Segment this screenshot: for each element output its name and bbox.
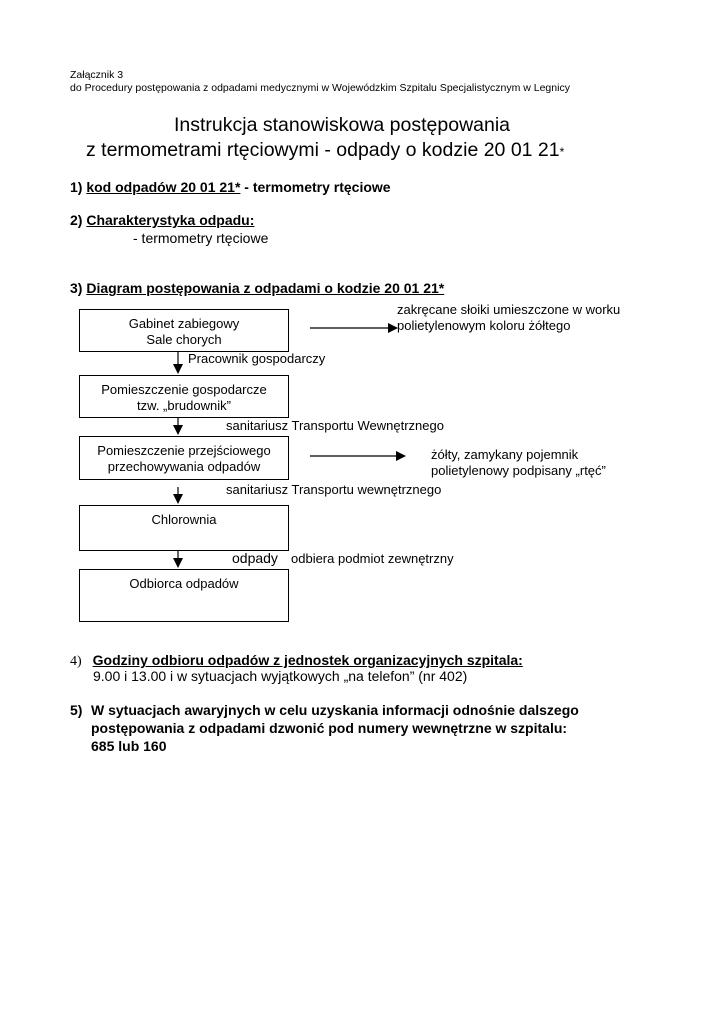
note-3-line-2: polietylenowy podpisany „rtęć”: [431, 463, 606, 478]
step-2-label: sanitariusz Transportu Wewnętrznego: [226, 418, 444, 433]
section-4-number: 4): [70, 654, 82, 669]
section-3-label: Diagram postępowania z odpadami o kodzie 20 01 21*: [86, 280, 445, 296]
step-4-label-b: odbiera podmiot zewnętrzny: [291, 551, 454, 566]
step-3-label: sanitariusz Transportu wewnętrznego: [226, 482, 442, 497]
title-line-1: Instrukcja stanowiskowa postępowania: [174, 114, 511, 136]
note-3-line-1: żółty, zamykany pojemnik: [431, 447, 579, 462]
step-4-label-a: odpady: [232, 550, 278, 566]
note-1-line-1: zakręcane słoiki umieszczone w worku: [397, 302, 621, 317]
title-line-2-text: z termometrami rtęciowymi - odpady o kodzie 20 01 21: [86, 139, 560, 161]
box-5-line-1: Odbiorca odpadów: [129, 576, 239, 591]
section-3-number: 3): [70, 280, 87, 296]
section-4-label: Godziny odbioru odpadów z jednostek organizacyjnych szpitala:: [92, 652, 523, 668]
section-1-label: kod odpadów 20 01 21*: [86, 179, 241, 195]
box-3-line-1: Pomieszczenie przejściowego: [97, 443, 271, 458]
section-2-number: 2): [70, 212, 87, 228]
section-2-item: - termometry rtęciowe: [133, 230, 269, 246]
section-4-text: 9.00 i 13.00 i w sytuacjach wyjątkowych „na telefon” (nr 402): [93, 668, 468, 684]
section-1-number: 1): [70, 179, 87, 195]
box-1-line-1: Gabinet zabiegowy: [128, 316, 240, 331]
box-3-line-2: przechowywania odpadów: [107, 459, 261, 474]
attachment-label: Załącznik 3: [70, 69, 124, 81]
section-5-line-1: W sytuacjach awaryjnych w celu uzyskania informacji odnośnie dalszego: [91, 702, 579, 718]
step-1-label: Pracownik gospodarczy: [188, 351, 326, 366]
section-5-line-3: 685 lub 160: [91, 738, 167, 754]
box-1-line-2: Sale chorych: [146, 332, 222, 347]
section-5-line-2: postępowania z odpadami dzwonić pod numery wewnętrzne w szpitalu:: [91, 720, 568, 736]
section-2-label: Charakterystyka odpadu:: [86, 212, 255, 228]
attachment-subtitle: do Procedury postępowania z odpadami medycznymi w Wojewódzkim Szpitalu Specjalistycznym w Legnicy: [70, 82, 570, 94]
note-1-line-2: polietylenowym koloru żółtego: [397, 318, 571, 333]
box-4-line-1: Chlorownia: [151, 512, 217, 527]
section-5-number: 5): [70, 702, 83, 718]
section-1-rest: - termometry rtęciowe: [240, 179, 391, 195]
title-asterisk: *: [559, 145, 565, 159]
box-2-line-1: Pomieszczenie gospodarcze: [101, 382, 267, 397]
box-2-line-2: tzw. „brudownik”: [137, 398, 231, 413]
